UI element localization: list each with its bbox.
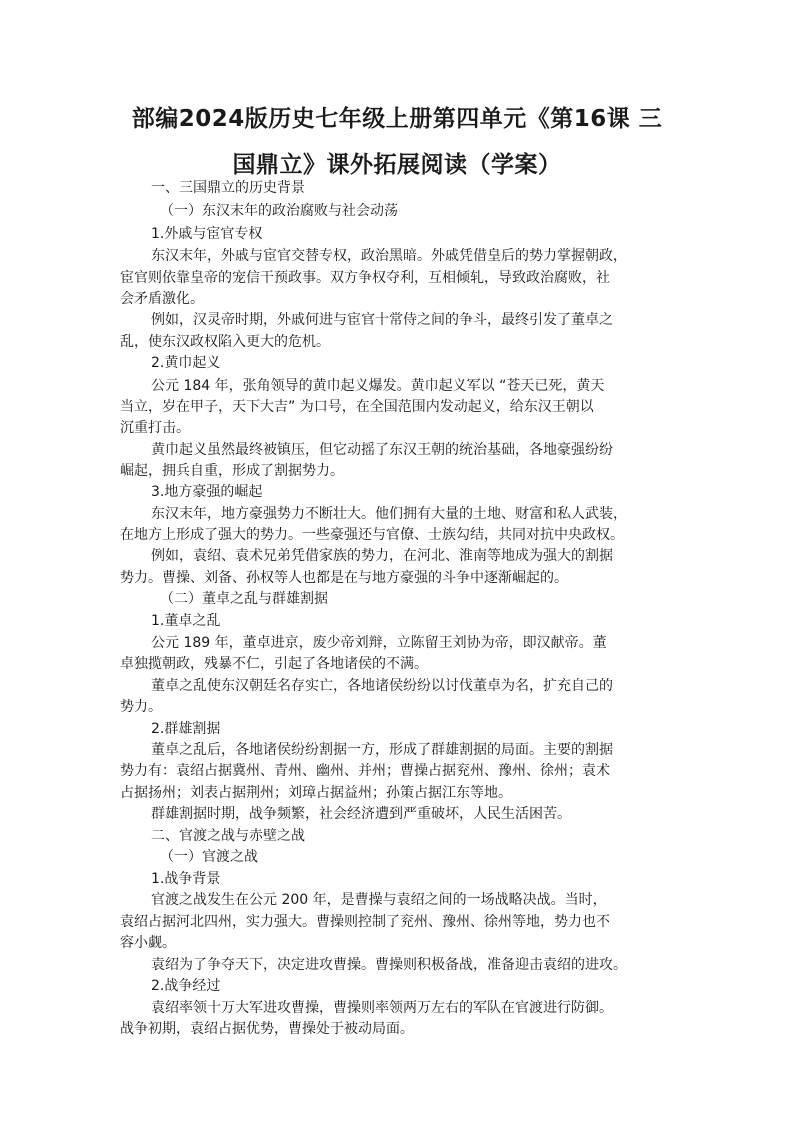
paragraph-line: 崛起，拥兵自重，形成了割据势力。 [120,463,344,479]
subsection-heading: （二）董卓之乱与群雄割据 [160,591,328,607]
paragraph-line: 官渡之战发生在公元 200 年，是曹操与袁绍之间的一场战略决战。当时， [151,892,607,908]
subsection-heading: （一）东汉末年的政治腐败与社会动荡 [160,203,398,219]
paragraph-line: 例如，袁绍、袁术兄弟凭借家族的势力，在河北、淮南等地成为强大的割据 [151,548,613,564]
paragraph-line: 当立，岁在甲子，天下大吉” 为口号，在全国范围内发动起义，给东汉王朝以 [120,399,594,415]
section-heading: 二、官渡之战与赤壁之战 [151,828,305,844]
document-title-line-2: 国鼎立》课外拓展阅读（学案） [232,152,562,178]
paragraph-line: 战争初期，袁绍占据优势，曹操处于被动局面。 [120,1021,414,1037]
topic-heading: 2.群雄割据 [151,721,221,737]
paragraph-line: 群雄割据时期，战争频繁，社会经济遭到严重破坏，人民生活困苦。 [151,806,571,822]
paragraph-line: 势力。 [120,699,162,715]
paragraph-line: 东汉末年，地方豪强势力不断壮大。他们拥有大量的土地、财富和私人武装， [151,506,627,522]
topic-heading: 1.董卓之乱 [151,613,221,629]
paragraph-line: 例如，汉灵帝时期，外戚何进与宦官十常侍之间的争斗，最终引发了董卓之 [151,312,613,328]
paragraph-line: 在地方上形成了强大的势力。一些豪强还与官僚、士族勾结，共同对抗中央政权。 [120,527,624,543]
paragraph-line: 卓独揽朝政，残暴不仁，引起了各地诸侯的不满。 [120,656,428,672]
paragraph-line: 黄巾起义虽然最终被镇压，但它动摇了东汉王朝的统治基础，各地豪强纷纷 [151,442,613,458]
topic-heading: 3.地方豪强的崛起 [151,484,263,500]
paragraph-line: 乱，使东汉政权陷入更大的危机。 [120,334,330,350]
subsection-heading: （一）官渡之战 [160,849,258,865]
paragraph-line: 宦官则依靠皇帝的宠信干预政事。双方争权夺利，互相倾轧，导致政治腐败，社 [120,270,610,286]
paragraph-line: 袁绍为了争夺天下，决定进攻曹操。曹操则积极备战，准备迎击袁绍的进攻。 [151,957,627,973]
paragraph-line: 势力有：袁绍占据冀州、青州、幽州、并州；曹操占据兖州、豫州、徐州；袁术 [120,763,610,779]
paragraph-line: 公元 189 年，董卓进京，废少帝刘辩，立陈留王刘协为帝，即汉献帝。董 [151,635,607,651]
paragraph-line: 袁绍率领十万大军进攻曹操，曹操则率领两万左右的军队在官渡进行防御。 [151,1000,613,1016]
paragraph-line: 袁绍占据河北四州，实力强大。曹操则控制了兖州、豫州、徐州等地，势力也不 [120,914,610,930]
paragraph-line: 容小觑。 [120,935,176,951]
topic-heading: 1.外戚与宦官专权 [151,226,263,242]
topic-heading: 1.战争背景 [151,871,221,887]
section-heading: 一、三国鼎立的历史背景 [151,180,305,196]
paragraph-line: 董卓之乱使东汉朝廷名存实亡，各地诸侯纷纷以讨伐董卓为名，扩充自己的 [151,678,613,694]
topic-heading: 2.黄巾起义 [151,355,221,371]
paragraph-line: 董卓之乱后，各地诸侯纷纷割据一方，形成了群雄割据的局面。主要的割据 [151,742,613,758]
paragraph-line: 公元 184 年，张角领导的黄巾起义爆发。黄巾起义军以 “苍天已死，黄天 [151,378,605,394]
paragraph-line: 东汉末年，外戚与宦官交替专权，政治黑暗。外戚凭借皇后的势力掌握朝政， [151,248,627,264]
paragraph-line: 沉重打击。 [120,420,190,436]
paragraph-line: 占据扬州；刘表占据荆州；刘璋占据益州；孙策占据江东等地。 [120,785,512,801]
paragraph-line: 势力。曹操、刘备、孙权等人也都是在与地方豪强的斗争中逐渐崛起的。 [120,570,568,586]
topic-heading: 2.战争经过 [151,978,221,994]
paragraph-line: 会矛盾激化。 [120,291,204,307]
document-title-line-1: 部编2024版历史七年级上册第四单元《第16课 三 [131,106,663,132]
